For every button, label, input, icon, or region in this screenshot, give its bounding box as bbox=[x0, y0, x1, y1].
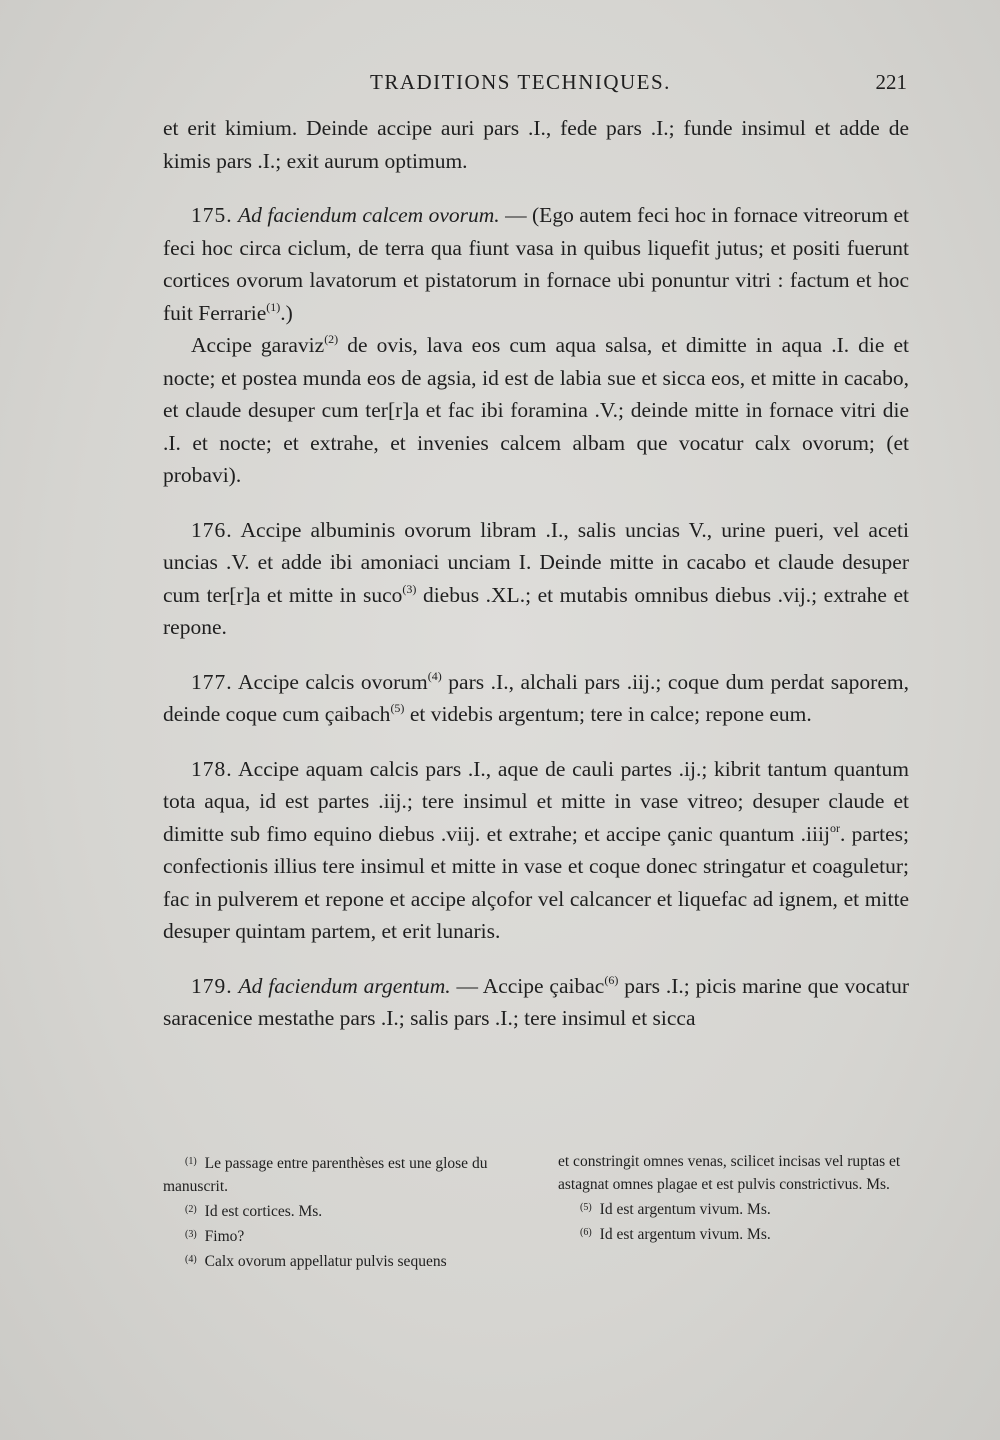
recipe-text: diebus .XL.; et mutabis omnibus diebus .vij.; extrahe et repone. bbox=[163, 582, 909, 639]
footnote-text: Le passage entre parenthèses est une glose du manuscrit. bbox=[163, 1155, 488, 1195]
recipe-178 bbox=[163, 753, 909, 948]
footnote-ref: (5) bbox=[390, 701, 405, 715]
recipe-176 bbox=[163, 514, 909, 644]
recipe-text: — (Ego autem feci hoc in fornace vitreorum et feci hoc circa ciclum, de terra qua fiunt vasa in quibus liquefit jutus; et positi fuerunt cortices ovorum lavatorum et pistatorum in fornace ubi ponuntur vitri : factum et hoc fuit Ferrarie bbox=[163, 203, 909, 325]
recipe-number: 179. bbox=[191, 973, 233, 998]
running-title: TRADITIONS TECHNIQUES. bbox=[370, 70, 671, 94]
footnote-ref: (2) bbox=[324, 332, 339, 346]
footnote-ref: (6) bbox=[604, 972, 619, 987]
footnote-text: Id est argentum vivum. Ms. bbox=[599, 1226, 771, 1243]
recipe-text: Accipe garaviz bbox=[191, 333, 325, 357]
recipe-number: 177. bbox=[191, 669, 233, 694]
recipe-number: 178. bbox=[191, 756, 233, 781]
footnote-mark: (5) bbox=[580, 1202, 592, 1213]
recipe-title: Ad faciendum calcem ovorum. bbox=[238, 203, 500, 227]
footnote-text: et constringit omnes venas, scilicet incisas vel ruptas et astagnat omnes plagae et est pulvis constrictivus. Ms. bbox=[558, 1153, 901, 1193]
footnotes-left-column bbox=[163, 1150, 523, 1273]
recipe-text: pars .I., alchali pars .iij.; coque dum perdat saporem, deinde coque cum çaibach bbox=[163, 669, 909, 726]
recipe-text: Accipe calcis ovorum bbox=[232, 669, 428, 694]
footnote-text: Fimo? bbox=[204, 1228, 245, 1245]
superscript: or bbox=[829, 820, 840, 835]
footnote-text: Id est cortices. Ms. bbox=[204, 1203, 323, 1220]
footnote-1 bbox=[163, 1150, 523, 1198]
footnote-text: Id est argentum vivum. Ms. bbox=[599, 1201, 771, 1218]
footnote-5 bbox=[558, 1196, 918, 1221]
footnote-mark: (2) bbox=[185, 1204, 197, 1215]
footnote-2 bbox=[163, 1198, 523, 1223]
recipe-number: 175. bbox=[191, 203, 233, 227]
body-text bbox=[163, 112, 909, 1035]
running-header bbox=[165, 70, 907, 102]
recipe-text: — Accipe çaibac bbox=[450, 973, 605, 998]
recipe-text: .) bbox=[280, 300, 293, 325]
recipe-text: et videbis argentum; tere in calce; repone eum. bbox=[404, 702, 812, 726]
footnote-mark: (3) bbox=[185, 1229, 197, 1240]
recipe-175 bbox=[163, 199, 909, 329]
footnote-text: Calx ovorum appellatur pulvis sequens bbox=[204, 1253, 447, 1270]
recipe-177 bbox=[163, 666, 909, 731]
recipe-179 bbox=[163, 970, 909, 1035]
recipe-title: Ad faciendum argentum. bbox=[238, 973, 451, 998]
recipe-175-body bbox=[163, 329, 909, 492]
recipe-text: Accipe albuminis ovorum libram .I., salis uncias V., urine pueri, vel aceti uncias .V. et adde ibi amoniaci unciam I. Deinde mitte in cacabo et claude desuper cum ter[r]a et mitte in suco bbox=[163, 517, 909, 607]
footnote-mark: (4) bbox=[185, 1254, 197, 1265]
footnote-ref: (3) bbox=[402, 581, 417, 596]
footnote-4-continuation bbox=[558, 1150, 918, 1196]
footnote-ref: (1) bbox=[266, 299, 281, 314]
footnotes-right-column bbox=[558, 1150, 918, 1246]
footnote-mark: (6) bbox=[580, 1227, 592, 1238]
recipe-text: de ovis, lava eos cum aqua salsa, et dimitte in aqua .I. die et nocte; et postea munda eos de agsia, id est de labia sue et sicca eos, et mitte in cacabo, et claude desuper cum ter[r]a et fac ibi foramina .V.; deinde mitte in fornace vitri die .I. et nocte; et extrahe, et invenies calcem albam que vocatur calx ovorum; (et probavi). bbox=[163, 333, 909, 487]
footnote-4 bbox=[163, 1248, 523, 1273]
paragraph-continuation bbox=[163, 112, 909, 177]
footnote-ref: (4) bbox=[427, 668, 442, 683]
recipe-text: . partes; confectionis illius tere insimul et mitte in vase et coque donec stringatur et coaguletur; fac in pulverem et repone et accipe alçofor vel calcancer et liquefac ad ignem, et mitte desuper quintam partem, et erit lunaris. bbox=[163, 821, 909, 943]
footnote-6 bbox=[558, 1221, 918, 1246]
page-number: 221 bbox=[875, 70, 907, 94]
recipe-number: 176. bbox=[191, 517, 233, 542]
recipe-text: pars .I.; picis marine que vocatur saracenice mestathe pars .I.; salis pars .I.; tere insimul et sicca bbox=[163, 973, 910, 1030]
footnote-mark: (1) bbox=[185, 1156, 197, 1167]
footnote-3 bbox=[163, 1223, 523, 1248]
recipe-text: Accipe aquam calcis pars .I., aque de cauli partes .ij.; kibrit tantum quantum tota aqua, id est partes .iij.; tere insimul et mitte in vase vitreo; desuper claude et dimitte sub fimo equino diebus .viij. et extrahe; et accipe çanic quantum .iiij bbox=[163, 756, 909, 846]
paragraph-text: et erit kimium. Deinde accipe auri pars .I., fede pars .I.; funde insimul et adde de kimis pars .I.; exit aurum optimum. bbox=[163, 116, 909, 173]
